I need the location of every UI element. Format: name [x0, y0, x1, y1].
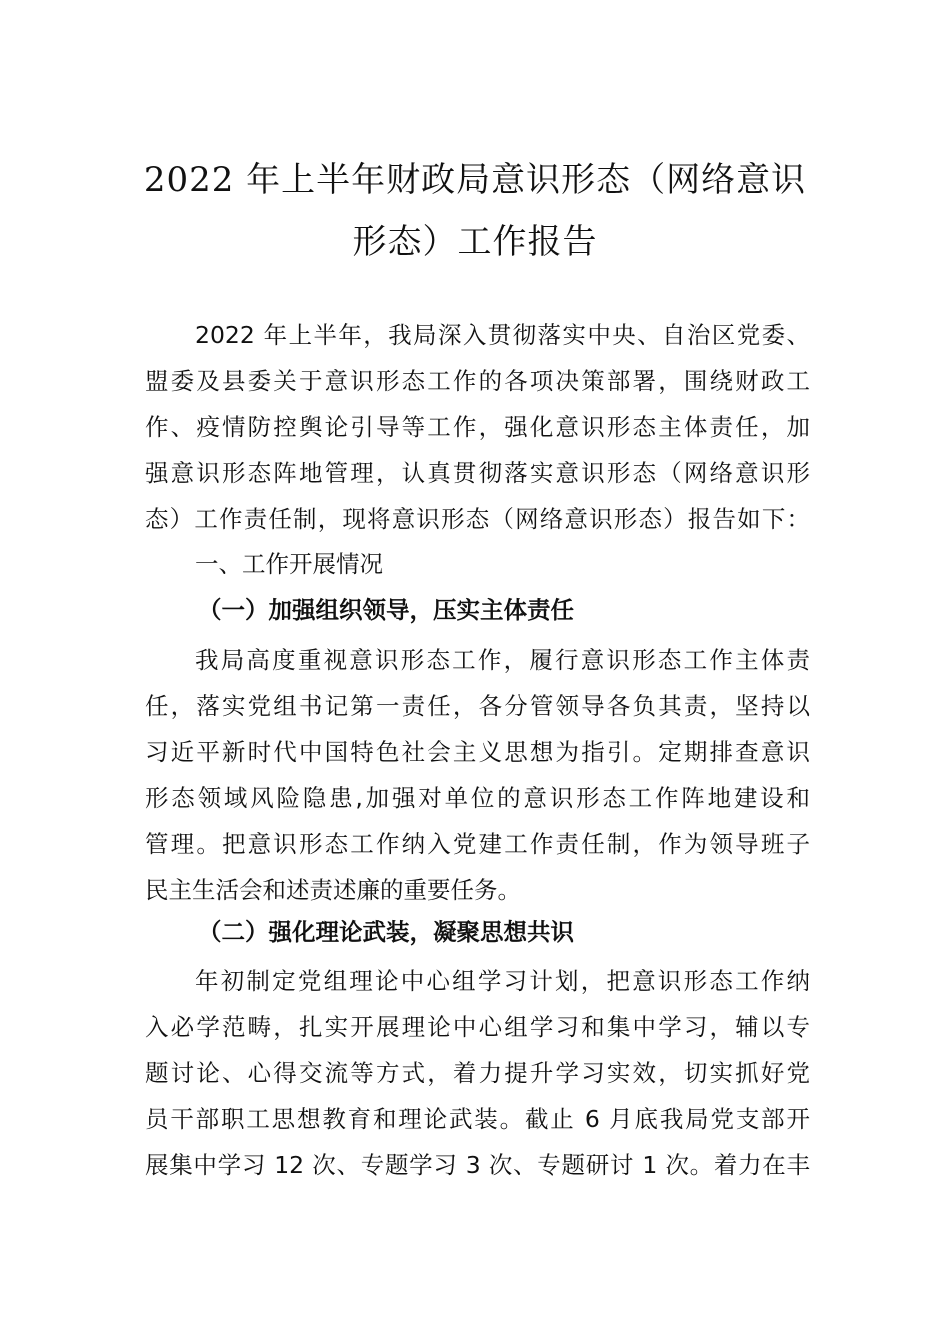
intro-line-5: 态）工作责任制，现将意识形态（网络意识形态）报告如下：	[145, 505, 810, 533]
subsection-2-line-5: 展集中学习 12 次、专题学习 3 次、专题研讨 1 次。着力在丰	[145, 1151, 810, 1179]
subsection-1-line-5: 管理。把意识形态工作纳入党建工作责任制，作为领导班子	[145, 830, 810, 858]
subsection-1-line-6: 民主生活会和述责述廉的重要任务。	[145, 876, 521, 904]
intro-line-1: 2022 年上半年，我局深入贯彻落实中央、自治区党委、	[195, 321, 810, 349]
section-heading-1: 一、工作开展情况	[195, 550, 383, 578]
subsection-1-line-1: 我局高度重视意识形态工作，履行意识形态工作主体责	[195, 646, 810, 674]
document-title-line-2: 形态）工作报告	[352, 222, 598, 262]
intro-line-4: 强意识形态阵地管理，认真贯彻落实意识形态（网络意识形	[145, 459, 810, 487]
subsection-heading-2: （二）强化理论武装，凝聚思想共识	[198, 918, 574, 946]
subsection-2-line-3: 题讨论、心得交流等方式，着力提升学习实效，切实抓好党	[145, 1059, 810, 1087]
subsection-2-line-1: 年初制定党组理论中心组学习计划，把意识形态工作纳	[195, 967, 810, 995]
subsection-2-line-4: 员干部职工思想教育和理论武装。截止 6 月底我局党支部开	[145, 1105, 810, 1133]
intro-line-2: 盟委及县委关于意识形态工作的各项决策部署，围绕财政工	[145, 367, 810, 395]
intro-line-3: 作、疫情防控舆论引导等工作，强化意识形态主体责任，加	[145, 413, 810, 441]
subsection-heading-1: （一）加强组织领导，压实主体责任	[198, 596, 574, 624]
document-title-line-1: 2022 年上半年财政局意识形态（网络意识	[143, 160, 807, 200]
subsection-2-line-2: 入必学范畴，扎实开展理论中心组学习和集中学习，辅以专	[145, 1013, 810, 1041]
subsection-1-line-4: 形态领域风险隐患,加强对单位的意识形态工作阵地建设和	[145, 784, 810, 812]
subsection-1-line-2: 任，落实党组书记第一责任，各分管领导各负其责，坚持以	[145, 692, 810, 720]
subsection-1-line-3: 习近平新时代中国特色社会主义思想为指引。定期排查意识	[145, 738, 810, 766]
